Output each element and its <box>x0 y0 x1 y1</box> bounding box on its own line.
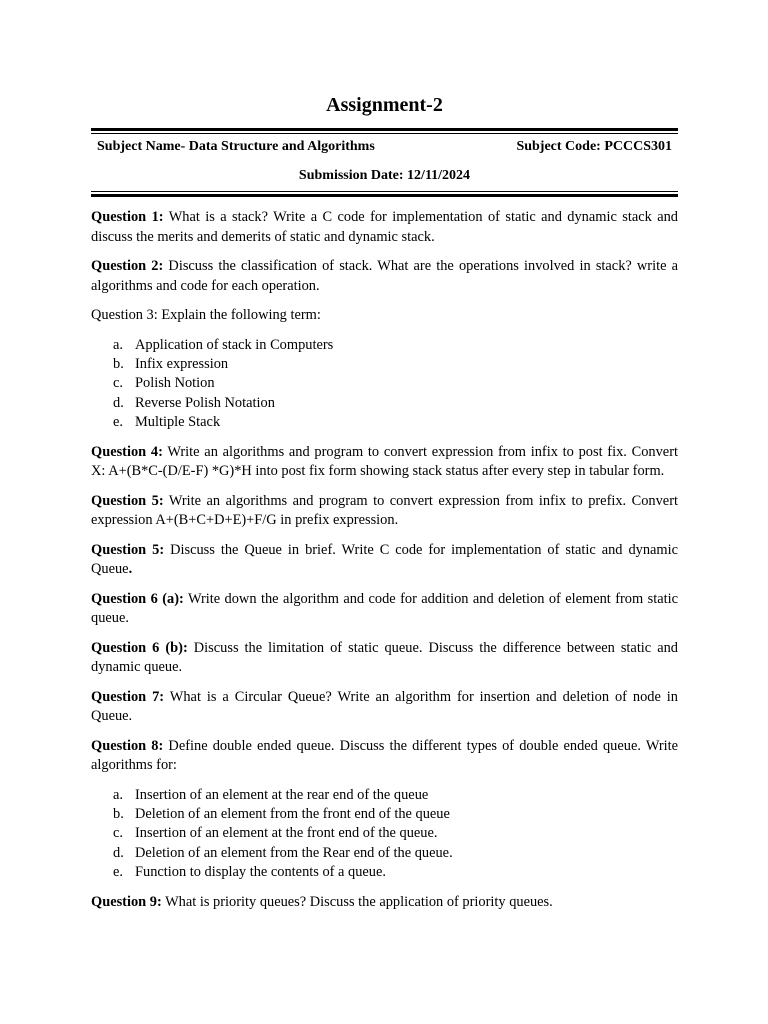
question-label: Question 4: <box>91 443 163 460</box>
question-text: Question 3: Explain the following term: <box>91 307 321 323</box>
question-5-prefix <box>91 492 678 531</box>
submission-date: Submission Date: 12/11/2024 <box>298 168 471 183</box>
header-bottom-rule <box>91 191 678 197</box>
question-label: Question 6 (b): <box>91 639 188 656</box>
question-label: Question 6 (a): <box>91 590 184 607</box>
list-marker: d. <box>113 844 124 861</box>
question-6b <box>91 639 678 678</box>
question-text: Discuss the Queue in brief. Write C code for implementation of static and dynamic Queue <box>91 541 678 578</box>
list-marker: c. <box>113 375 123 392</box>
list-item <box>91 863 678 882</box>
list-item <box>91 844 678 863</box>
question-label: Question 8: <box>91 737 164 754</box>
list-item-text: Deletion of an element from the Rear end of the queue. <box>135 844 453 861</box>
list-item-text: Polish Notion <box>135 375 215 392</box>
question-label: Question 9: <box>91 893 162 910</box>
list-marker: a. <box>113 336 123 353</box>
list-item <box>91 786 678 805</box>
question-label: Question 5: <box>91 492 164 509</box>
question-text: What is priority queues? Discuss the application of priority queues. <box>161 893 553 910</box>
list-marker: e. <box>113 864 123 881</box>
question-1 <box>91 208 678 247</box>
list-item <box>91 413 678 432</box>
header-top-rule <box>91 128 678 134</box>
list-item-text: Insertion of an element at the front end of the queue. <box>135 825 438 842</box>
question-text: Discuss the limitation of static queue. Discuss the difference between static and dynamic queue. <box>91 639 678 676</box>
list-item <box>91 336 678 355</box>
list-item-text: Deletion of an element from the front end of the queue <box>135 805 450 822</box>
question-text: Write an algorithms and program to convert expression from infix to prefix. Convert expression A+(B+C+D+E)+F/G in prefix expression. <box>91 492 678 529</box>
question-3 <box>91 306 678 326</box>
list-item-text: Infix expression <box>135 355 229 372</box>
list-item-text: Insertion of an element at the rear end of the queue <box>135 786 429 803</box>
question-label: Question 5: <box>91 541 165 558</box>
question-label: Question 1: <box>91 209 164 225</box>
subject-code: Subject Code: PCCCS301 <box>516 139 672 154</box>
list-marker: e. <box>113 414 123 431</box>
list-item-text: Function to display the contents of a queue. <box>135 864 386 881</box>
question-text: What is a Circular Queue? Write an algorithm for insertion and deletion of node in Queue. <box>91 688 678 725</box>
list-item-text: Reverse Polish Notation <box>135 394 275 411</box>
question-text: Write down the algorithm and code for addition and deletion of element from static queue. <box>91 590 678 627</box>
question-label: Question 7: <box>91 688 165 705</box>
question-text: What is a stack? Write a C code for implementation of static and dynamic stack and discuss the merits and demerits of static and dynamic stack. <box>91 209 678 245</box>
list-marker: d. <box>113 394 124 411</box>
question-4 <box>91 443 678 482</box>
document-title: Assignment-2 <box>326 94 443 116</box>
question-6a <box>91 590 678 629</box>
question-2 <box>91 257 678 296</box>
question-text: Define double ended queue. Discuss the different types of double ended queue. Write algorithms for: <box>91 737 678 774</box>
question-7 <box>91 688 678 727</box>
list-item-text: Multiple Stack <box>135 414 221 431</box>
question-8 <box>91 737 678 776</box>
question-3-terms-list <box>91 336 678 433</box>
list-item <box>91 374 678 393</box>
question-8-algorithms-list <box>91 786 678 883</box>
question-text: Discuss the classification of stack. What are the operations involved in stack? write a algorithms and code for each operation. <box>91 258 678 294</box>
questions-body <box>91 208 678 912</box>
list-marker: b. <box>113 805 124 822</box>
question-label: Question 2: <box>91 258 164 274</box>
question-text: Write an algorithms and program to convert expression from infix to post fix. Convert X: A+(B*C-(D/E-F) *G)*H into post fix form showing stack status after every step in tabular form. <box>91 443 678 480</box>
question-9 <box>91 893 678 913</box>
list-item-text: Application of stack in Computers <box>135 336 334 353</box>
question-5-queue <box>91 541 678 580</box>
list-item <box>91 355 678 374</box>
list-marker: b. <box>113 355 124 372</box>
list-marker: a. <box>113 786 123 803</box>
subject-name: Subject Name- Data Structure and Algorithms <box>97 139 375 154</box>
list-marker: c. <box>113 825 123 842</box>
document-page <box>91 92 678 922</box>
list-item <box>91 805 678 824</box>
subject-row <box>91 138 678 156</box>
question-text-tail: . <box>128 561 133 578</box>
list-item <box>91 824 678 843</box>
list-item <box>91 394 678 413</box>
